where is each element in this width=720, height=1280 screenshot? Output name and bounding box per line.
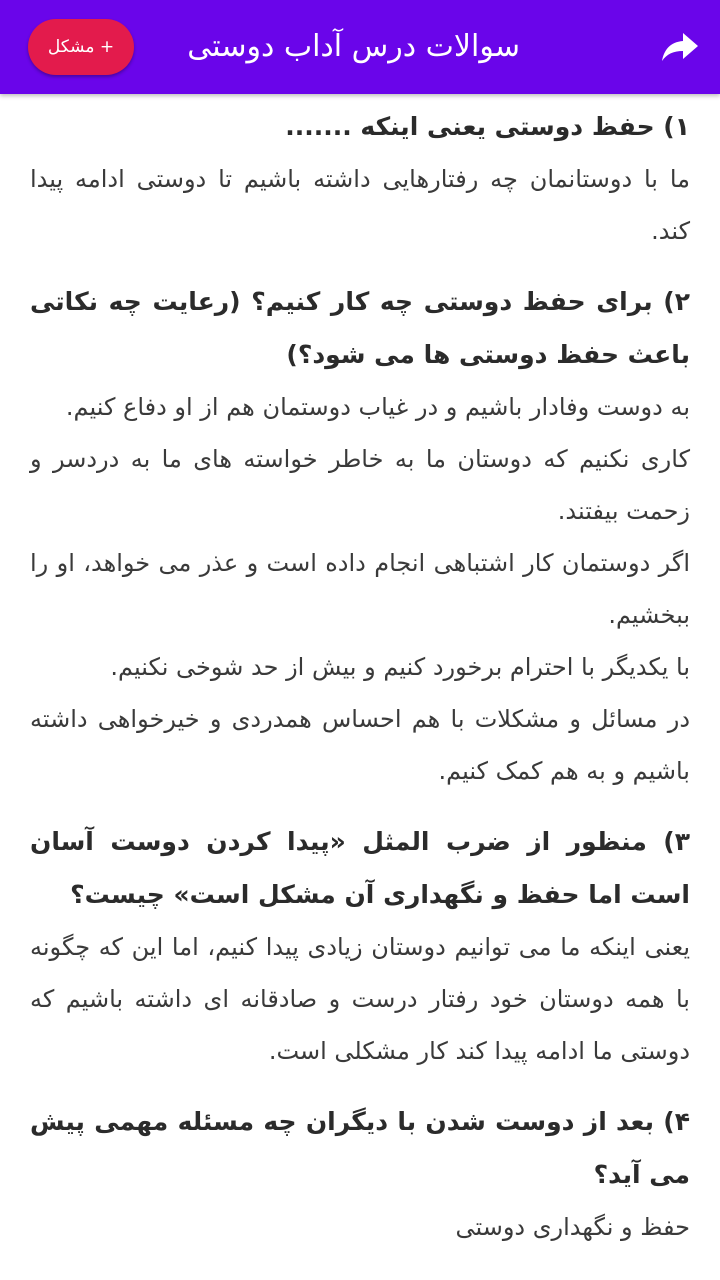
qa-list [30,100,690,1271]
page-title: سوالات درس آداب دوستی [187,29,520,64]
answer-4-1: حفظ و نگهداری دوستی [455,1213,690,1241]
question-4: ۴) بعد از دوست شدن با دیگران چه مسئله مهمی پیش می آید؟ [30,1107,690,1189]
qa-item-4 [30,1095,690,1253]
qa-item-1 [30,100,690,257]
report-problem-button[interactable]: + مشکل [28,19,134,75]
answer-2-5: در مسائل و مشکلات با هم احساس همدردی و خیرخواهی داشته باشیم و به هم کمک کنیم. [30,705,690,785]
share-button[interactable] [656,23,704,71]
qa-item-3 [30,815,690,1077]
qa-item-2 [30,275,690,797]
answer-2-1: به دوست وفادار باشیم و در غیاب دوستمان هم از او دفاع کنیم. [65,393,690,421]
answer-2-4: با یکدیگر با احترام برخورد کنیم و بیش از حد شوخی نکنیم. [110,653,690,681]
answer-3-1: یعنی اینکه ما می توانیم دوستان زیادی پیدا کنیم، اما این که چگونه با همه دوستان خود رفتار درست و صادقانه ای داشته باشیم که دوستی ما ادامه پیدا کند کار مشکلی است. [30,933,690,1065]
answer-2-2: کاری نکنیم که دوستان ما به خاطر خواسته های ما به دردسر و زحمت بیفتند. [30,445,690,525]
app-bar [0,0,720,94]
answer-2-3: اگر دوستمان کار اشتباهی انجام داده است و عذر می خواهد، او را ببخشیم. [30,549,690,629]
share-arrow-icon [660,30,700,64]
question-3: ۳) منظور از ضرب المثل «پیدا کردن دوست آسان است اما حفظ و نگهداری آن مشکل است» چیست؟ [30,827,690,909]
question-1: ۱) حفظ دوستی یعنی اینکه ....... [285,112,690,141]
question-2: ۲) برای حفظ دوستی چه کار کنیم؟ (رعایت چه نکاتی باعث حفظ دوستی ها می شود؟) [30,287,690,369]
answer-1-1: ما با دوستانمان چه رفتارهایی داشته باشیم تا دوستی ادامه پیدا کند. [30,165,690,245]
